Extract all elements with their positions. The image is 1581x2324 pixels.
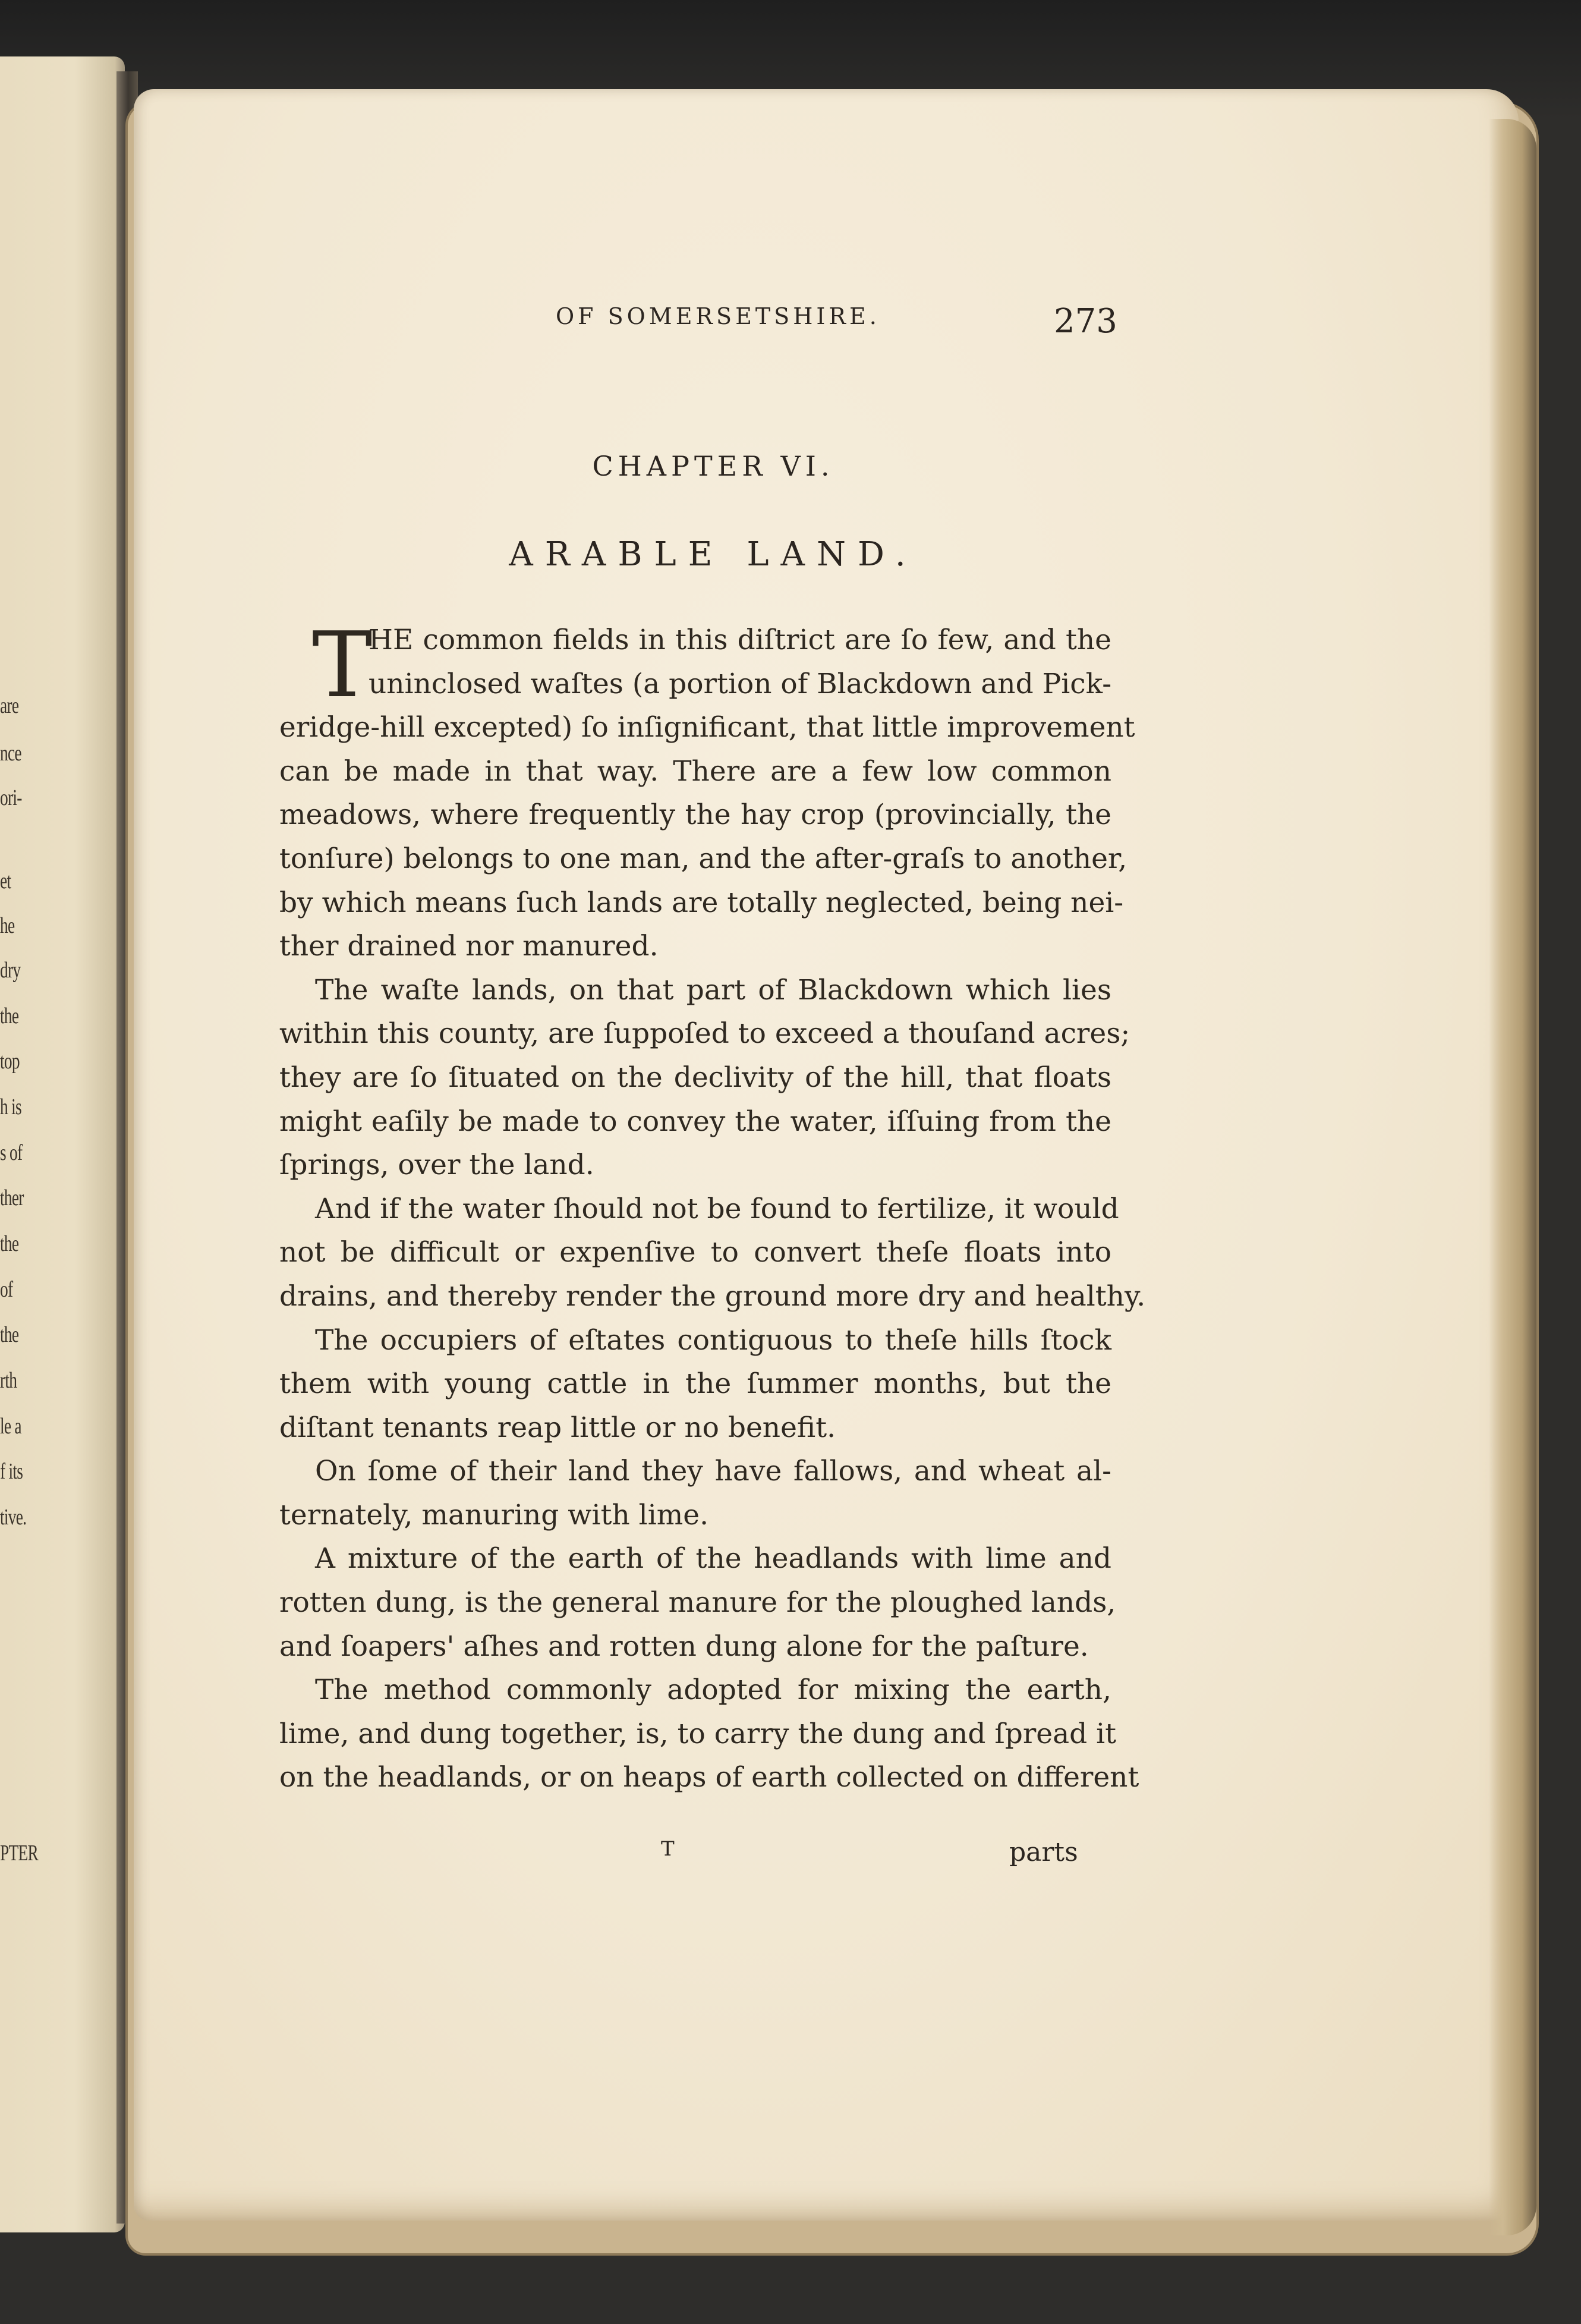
text-line: The waſte lands, on that part of Blackdown which lies <box>315 973 1111 1007</box>
left-fragment: rth <box>0 1368 17 1393</box>
left-fragment: PTER <box>0 1841 39 1866</box>
text-line: uninclosed waſtes (a portion of Blackdown and Pick- <box>369 667 1112 700</box>
chapter-heading <box>0 450 1426 482</box>
left-fragment: et <box>0 869 11 894</box>
text-line: within this county, are ſuppoſed to exceed a thouſand acres; <box>279 1017 1130 1051</box>
drop-cap: T <box>312 612 373 718</box>
left-fragment: le a <box>0 1414 21 1439</box>
text-line: diſtant tenants reap little or no benefit. <box>279 1411 836 1444</box>
text-line: lime, and dung together, is, to carry the dung and ſpread it <box>279 1717 1117 1750</box>
text-line: ſprings, over the land. <box>279 1149 594 1182</box>
text-line: can be made in that way. There are a few low common <box>279 754 1111 788</box>
left-fragment: of <box>0 1277 13 1302</box>
page-number: 273 <box>1054 302 1117 341</box>
left-fragment: nce <box>0 741 21 766</box>
left-fragment: the <box>0 1004 19 1029</box>
text-line: drains, and thereby render the ground more dry and healthy. <box>279 1279 1146 1313</box>
left-fragment: ther <box>0 1185 24 1210</box>
text-line: them with young cattle in the ſummer months, but the <box>279 1367 1111 1401</box>
left-fragment: he <box>0 913 15 938</box>
chapter-label: CHAPTER VI. <box>592 450 834 482</box>
page-right-edge <box>1489 119 1536 2235</box>
signature-mark: T <box>661 1837 675 1861</box>
left-fragment: dry <box>0 958 21 983</box>
left-fragment: f its <box>0 1459 23 1484</box>
left-fragment: the <box>0 1231 19 1256</box>
left-fragment: ori- <box>0 785 22 810</box>
text-line: and ſoapers' aſhes and rotten dung alone for the paſture. <box>279 1630 1089 1663</box>
text-line: HE common fields in this diſtrict are ſo few, and the <box>369 624 1111 656</box>
text-line: meadows, where frequently the hay crop (provincially, the <box>279 798 1111 832</box>
text-line: The method commonly adopted for mixing the earth, <box>315 1674 1111 1707</box>
body-text <box>279 612 1146 1800</box>
text-line: On ſome of their land they have fallows, and wheat al- <box>315 1455 1111 1488</box>
text-line: The occupiers of eſtates contiguous to theſe hills ſtock <box>315 1323 1111 1357</box>
text-line: on the headlands, or on heaps of earth collected on different <box>279 1761 1139 1794</box>
text-line: ternately, manuring with lime. <box>279 1498 709 1531</box>
text-line: by which means ſuch lands are totally neglected, being nei- <box>279 886 1124 919</box>
text-line: And if the water ſhould not be found to fertilize, it would <box>315 1192 1119 1225</box>
left-fragment: s of <box>0 1140 23 1165</box>
left-fragment: h is <box>0 1095 21 1119</box>
text-line: tonſure) belongs to one man, and the after-graſs to another, <box>279 842 1128 875</box>
left-fragment: the <box>0 1322 19 1347</box>
text-line: they are ſo ſituated on the declivity of the hill, that floats <box>279 1061 1111 1094</box>
left-fragment: are <box>0 693 19 718</box>
text-line: eridge-hill excepted) ſo inſignificant, that little improvement <box>279 711 1135 744</box>
text-line: ther drained nor manured. <box>279 930 659 963</box>
text-line: A mixture of the earth of the headlands with lime and <box>315 1542 1111 1575</box>
text-line: not be difficult or expenſive to convert theſe floats into <box>279 1236 1111 1269</box>
chapter-title: ARABLE LAND. <box>509 535 918 574</box>
left-fragment: top <box>0 1049 20 1074</box>
text-line: rotten dung, is the general manure for the ploughed lands, <box>279 1586 1116 1619</box>
catchword: parts <box>1009 1837 1078 1867</box>
text-line: might eaſily be made to convey the water, iſſuing from the <box>279 1105 1111 1138</box>
running-head: OF SOMERSETSHIRE. <box>556 303 880 329</box>
left-fragment: tive. <box>0 1505 27 1530</box>
previous-page-edge <box>0 56 125 2232</box>
